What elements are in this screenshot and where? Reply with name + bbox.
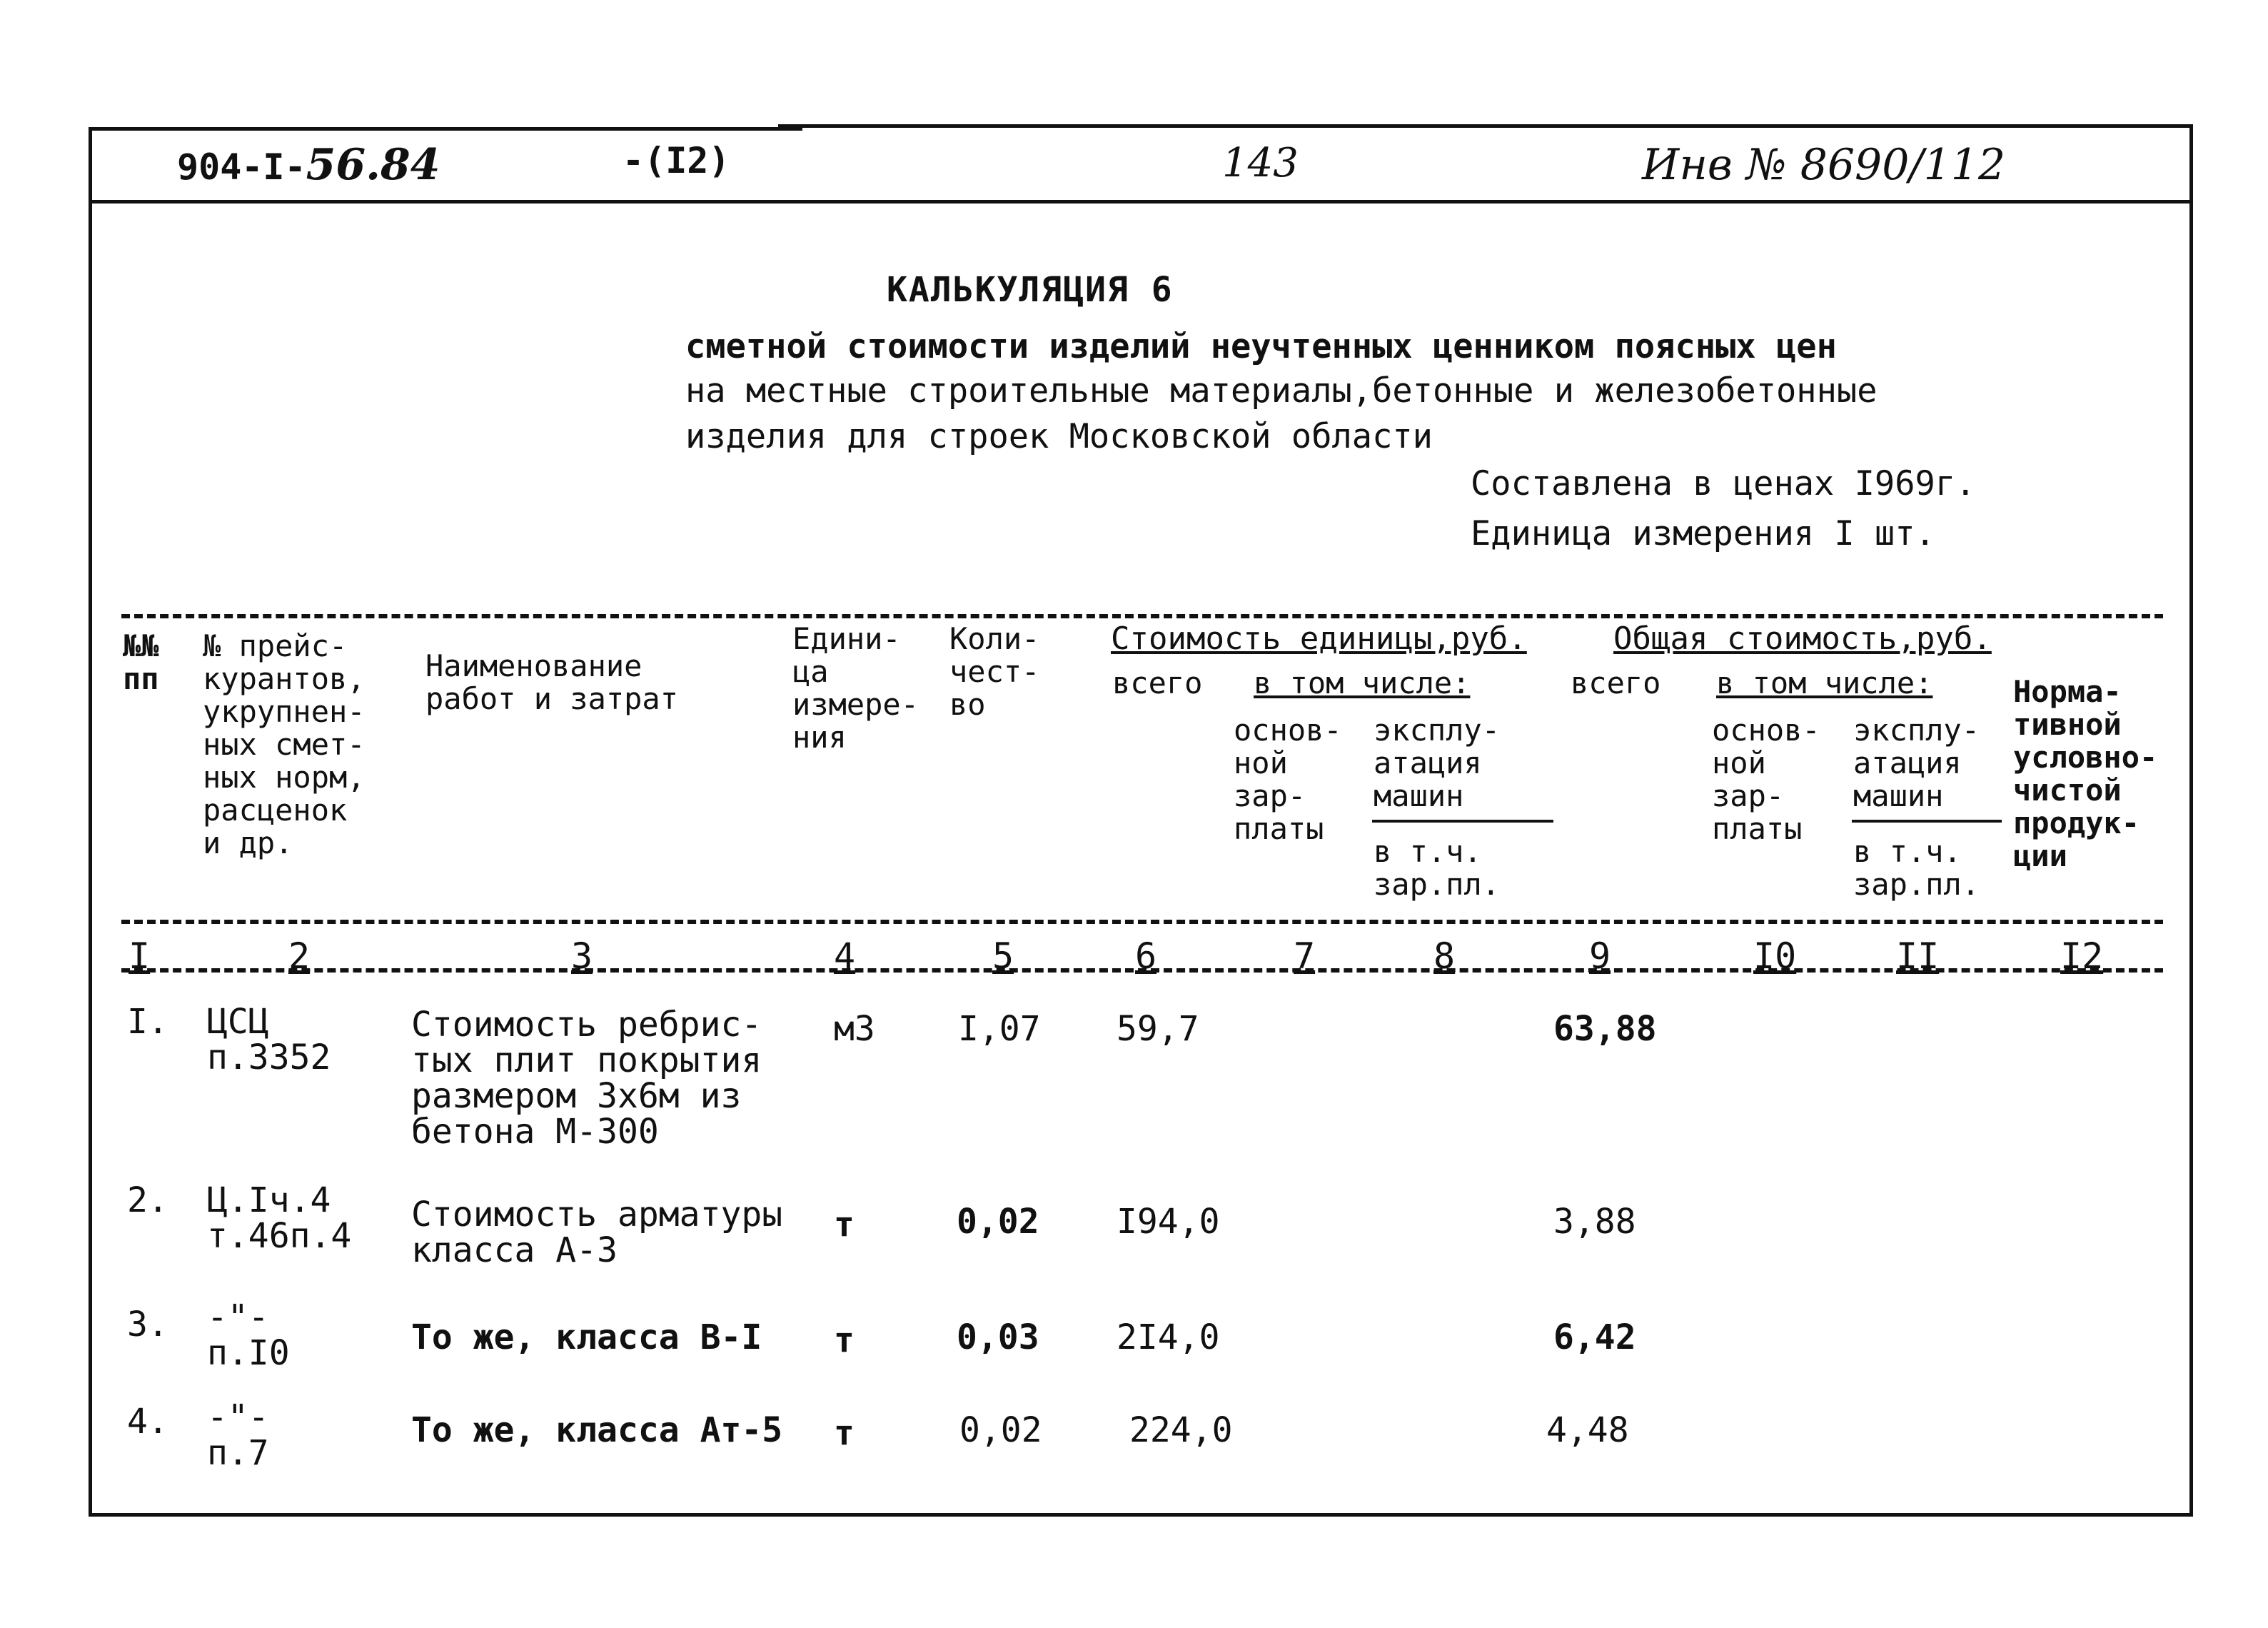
row-number: 2. (127, 1180, 168, 1220)
column-number-3: 3 (571, 935, 593, 977)
column-number-10: I0 (1753, 935, 1797, 977)
header-price-list: № прейс- курантов, укрупнен- ных смет- ных норм, расценок и др. (203, 628, 366, 860)
header-normative-product: Норма- тивной условно- чистой продук- ции (2013, 674, 2158, 873)
row-quantity: 0,02 (959, 1410, 1042, 1450)
calculation-title: КАЛЬКУЛЯЦИЯ 6 (887, 270, 1174, 310)
row-unit-price: I94,0 (1117, 1202, 1220, 1242)
document-code (177, 140, 440, 190)
row-quantity: 0,02 (957, 1202, 1039, 1242)
row-unit-price: 2I4,0 (1117, 1317, 1220, 1357)
row-quantity: I,07 (958, 1009, 1041, 1049)
row-total: 63,88 (1553, 1009, 1657, 1049)
row-unit-price: 59,7 (1117, 1009, 1199, 1049)
column-number-6: 6 (1135, 935, 1157, 977)
table-top-dashed-line (121, 614, 2163, 618)
inventory-number: Инв № 8690/112 (1642, 140, 2006, 190)
header-total-cost-total: всего (1571, 665, 1661, 700)
header-work-name: Наименование работ и затрат (425, 648, 679, 716)
header-divider (89, 200, 2193, 204)
row-total: 4,48 (1546, 1410, 1629, 1450)
column-number-12: I2 (2060, 935, 2104, 977)
row-reference: -"- п.I0 (207, 1297, 290, 1373)
column-number-7: 7 (1294, 935, 1316, 977)
header-row-number: №№ пп (123, 628, 159, 696)
title-line-3: изделия для строек Московской области (685, 417, 1433, 456)
sheet-reference: -(I2) (623, 140, 730, 181)
row-number: 3. (127, 1305, 168, 1345)
column-number-9: 9 (1589, 935, 1611, 977)
header-unit-cost-total: всего (1112, 665, 1203, 700)
column-number-5: 5 (992, 935, 1014, 977)
header-total-cost-including: в том числе: (1716, 665, 1933, 700)
row-reference: Ц.Iч.4 т.46п.4 (207, 1180, 352, 1256)
title-line-2: на местные строительные материалы,бетонные и железобетонные (685, 371, 1878, 411)
header-total-cost: Общая стоимость,руб. (1613, 620, 1992, 657)
header-unit-cost-including: в том числе: (1254, 665, 1471, 700)
header-total-base-salary: основ- ной зар- платы (1712, 713, 1820, 846)
row-name: То же, класса Ат-5 (411, 1410, 783, 1450)
top-border-left (89, 127, 802, 131)
row-total: 3,88 (1553, 1202, 1636, 1242)
document-code-handwritten: 56.84 (306, 140, 440, 190)
unit-machines-divider (1372, 820, 1553, 823)
row-reference: ЦСЦ п.3352 (207, 1002, 331, 1077)
prices-note: Составлена в ценах I969г. (1471, 464, 1976, 503)
row-unit: м3 (834, 1009, 875, 1049)
header-quantity: Коли- чест- во (949, 621, 1040, 722)
header-unit-cost: Стоимость единицы,руб. (1111, 620, 1527, 657)
header-bottom-dashed-line (121, 920, 2163, 924)
row-reference: -"- п.7 (207, 1397, 269, 1473)
column-number-1: I (128, 935, 151, 977)
header-unit-machines: эксплу- атация машин (1374, 713, 1501, 813)
row-unit-price: 224,0 (1129, 1410, 1233, 1450)
column-number-11: II (1896, 935, 1940, 977)
row-number: I. (127, 1002, 168, 1042)
total-machines-divider (1852, 820, 2002, 823)
header-total-machines-salary: в т.ч. зар.пл. (1853, 834, 1980, 902)
header-unit-base-salary: основ- ной зар- платы (1234, 713, 1342, 846)
header-unit: Едини- ца измере- ния (792, 621, 919, 755)
column-number-4: 4 (834, 935, 856, 977)
row-name: Стоимость ребрис- тых плит покрытия размером 3х6м из бетона М-300 (411, 1005, 762, 1152)
title-line-1: сметной стоимости изделий неучтенных ценником поясных цен (685, 327, 1837, 366)
unit-note: Единица измерения I шт. (1471, 514, 1935, 553)
row-unit: т (834, 1320, 855, 1360)
header-total-machines: эксплу- атация машин (1853, 713, 1980, 813)
row-unit: т (834, 1205, 855, 1245)
page-number: 143 (1222, 140, 1299, 186)
header-unit-machines-salary: в т.ч. зар.пл. (1374, 834, 1501, 902)
row-quantity: 0,03 (957, 1317, 1039, 1357)
row-name: Стоимость арматуры класса А-3 (411, 1195, 783, 1270)
column-number-2: 2 (288, 935, 311, 977)
column-number-8: 8 (1433, 935, 1456, 977)
row-number: 4. (127, 1402, 168, 1442)
top-border-right (778, 124, 2193, 128)
row-unit: т (834, 1413, 855, 1453)
row-name: То же, класса В-I (411, 1317, 762, 1357)
row-total: 6,42 (1553, 1317, 1636, 1357)
document-code-printed: 904-I- (177, 146, 306, 188)
